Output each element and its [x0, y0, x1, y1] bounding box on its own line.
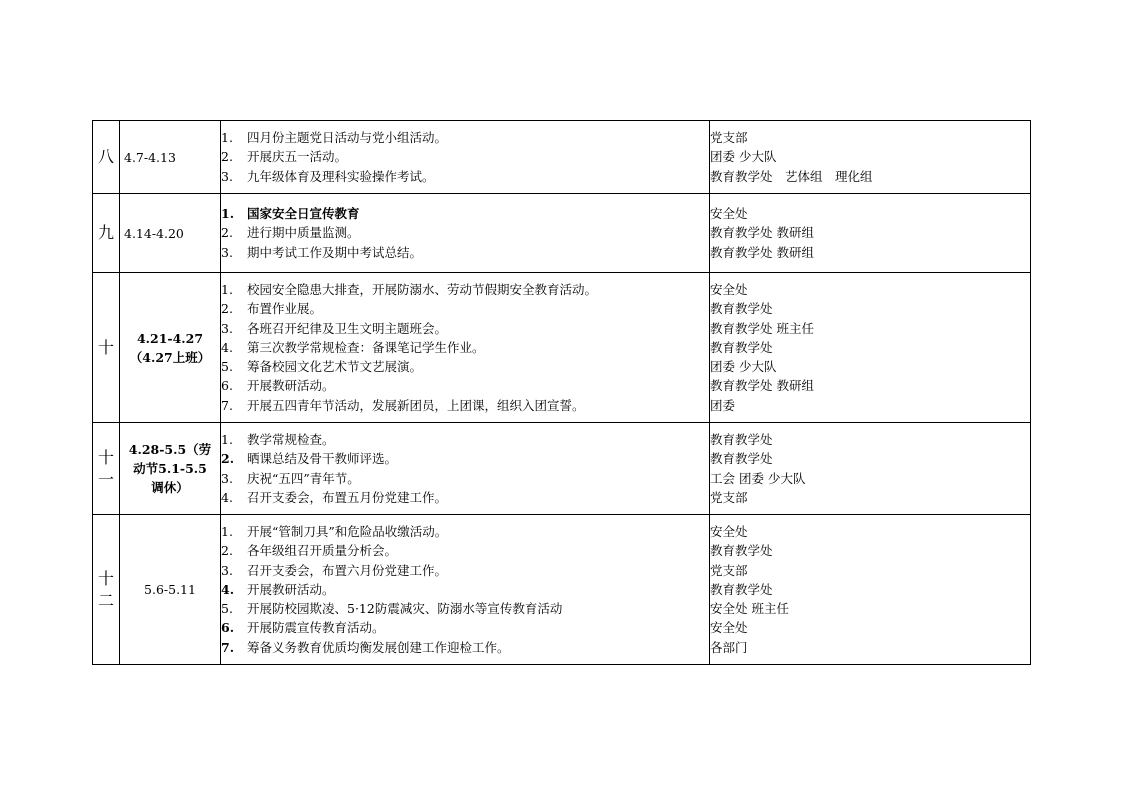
item-text: 庆祝“五四”青年节。 — [247, 470, 360, 486]
item-text: 国家安全日宣传教育 — [247, 206, 360, 222]
item-text: 进行期中质量监测。 — [247, 225, 360, 241]
list-item — [221, 280, 709, 299]
item-number: 3. — [221, 320, 233, 336]
item-number: 3. — [221, 168, 233, 184]
item-text: 各班召开纪律及卫生文明主题班会。 — [247, 320, 448, 336]
list-item — [221, 396, 709, 415]
department-line: 安全处 — [710, 282, 748, 298]
week-char: 一 — [97, 469, 114, 489]
list-item — [221, 147, 709, 166]
item-text: 筹备校园文化艺术节文艺展演。 — [247, 359, 423, 375]
item-number: 2. — [221, 543, 233, 559]
table-row — [93, 423, 1031, 515]
department-line: 党支部 — [710, 130, 748, 146]
item-text: 开展庆五一活动。 — [247, 149, 348, 165]
item-text: 筹备义务教育优质均衡发展创建工作迎检工作。 — [247, 639, 510, 655]
item-text: 开展“管制刀具”和危险品收缴活动。 — [247, 524, 448, 540]
department-line: 教育教学处 教研组 — [710, 378, 814, 394]
item-number: 6. — [221, 620, 235, 636]
date-cell — [120, 423, 221, 515]
item-text: 各年级组召开质量分析会。 — [247, 543, 398, 559]
list-item — [221, 618, 709, 637]
item-text: 开展教研活动。 — [247, 581, 335, 597]
department-line: 教育教学处 艺体组 理化组 — [710, 168, 873, 184]
list-item — [221, 357, 709, 376]
date-line: 4.7-4.13 — [124, 149, 176, 165]
item-number: 2. — [221, 225, 233, 241]
department-line: 安全处 — [710, 620, 748, 636]
item-number: 2. — [221, 451, 235, 467]
item-text: 召开支委会，布置五月份党建工作。 — [247, 489, 448, 505]
list-item — [221, 204, 709, 223]
schedule-table — [92, 120, 1031, 665]
department-cell — [710, 515, 1031, 665]
date-cell — [120, 273, 221, 423]
week-cell — [93, 194, 120, 273]
list-item — [221, 338, 709, 357]
list-item — [221, 128, 709, 147]
activities-cell — [221, 194, 710, 273]
list-item — [221, 580, 709, 599]
list-item — [221, 299, 709, 318]
date-line: （4.27上班） — [129, 349, 211, 365]
activities-cell — [221, 515, 710, 665]
item-number: 1. — [221, 524, 233, 540]
item-number: 4. — [221, 581, 235, 597]
item-text: 四月份主题党日活动与党小组活动。 — [247, 130, 448, 146]
date-line: 4.14-4.20 — [124, 225, 184, 241]
department-line: 安全处 — [710, 206, 748, 222]
item-number: 3. — [221, 562, 233, 578]
department-line: 团委 少大队 — [710, 359, 777, 375]
week-cell — [93, 273, 120, 423]
department-line: 教育教学处 教研组 — [710, 225, 814, 241]
item-number: 6. — [221, 378, 233, 394]
item-text: 九年级体育及理科实验操作考试。 — [247, 168, 435, 184]
table-row — [93, 273, 1031, 423]
department-line: 工会 团委 少大队 — [710, 470, 806, 486]
item-text: 开展教研活动。 — [247, 378, 335, 394]
department-line: 教育教学处 — [710, 543, 773, 559]
list-item — [221, 638, 709, 657]
item-number: 3. — [221, 244, 233, 260]
item-number: 1. — [221, 282, 233, 298]
date-cell — [120, 194, 221, 273]
week-char: 二 — [97, 590, 114, 610]
department-line: 安全处 班主任 — [710, 601, 789, 617]
department-line: 安全处 — [710, 524, 748, 540]
week-char: 十 — [97, 337, 114, 357]
department-line: 各部门 — [710, 639, 748, 655]
date-line: 5.6-5.11 — [144, 582, 196, 597]
table-row — [93, 121, 1031, 194]
list-item — [221, 223, 709, 242]
list-item — [221, 522, 709, 541]
list-item — [221, 449, 709, 468]
week-cell — [93, 515, 120, 665]
item-text: 开展防校园欺凌、5·12防震减灾、防溺水等宣传教育活动 — [247, 601, 563, 617]
date-cell — [120, 121, 221, 194]
item-text: 开展五四青年节活动，发展新团员，上团课，组织入团宣誓。 — [247, 397, 585, 413]
week-char: 九 — [97, 223, 114, 242]
date-line: 4.28-5.5（劳 — [128, 442, 212, 457]
item-number: 7. — [221, 639, 235, 655]
activities-cell — [221, 423, 710, 515]
item-number: 1. — [221, 130, 233, 146]
list-item — [221, 243, 709, 262]
department-line: 教育教学处 — [710, 339, 773, 355]
list-item — [221, 430, 709, 449]
item-number: 3. — [221, 470, 233, 486]
item-text: 召开支委会，布置六月份党建工作。 — [247, 562, 448, 578]
item-text: 期中考试工作及期中考试总结。 — [247, 244, 423, 260]
list-item — [221, 541, 709, 560]
item-text: 教学常规检查。 — [247, 432, 335, 448]
department-cell — [710, 121, 1031, 194]
item-number: 2. — [221, 149, 233, 165]
week-char: 八 — [97, 147, 114, 166]
item-number: 1. — [221, 206, 235, 222]
item-text: 开展防震宣传教育活动。 — [247, 620, 385, 636]
item-number: 5. — [221, 601, 233, 617]
activities-cell — [221, 273, 710, 423]
department-cell — [710, 273, 1031, 423]
week-cell — [93, 423, 120, 515]
date-line: 4.21-4.27 — [136, 330, 204, 346]
date-line: 调休） — [151, 480, 189, 495]
item-number: 4. — [221, 489, 233, 505]
week-char: 十 — [97, 568, 114, 588]
department-line: 团委 — [710, 397, 736, 413]
department-line: 党支部 — [710, 489, 748, 505]
department-line: 教育教学处 — [710, 581, 773, 597]
list-item — [221, 488, 709, 507]
department-cell — [710, 423, 1031, 515]
date-line: 动节5.1-5.5 — [133, 461, 207, 476]
date-cell — [120, 515, 221, 665]
list-item — [221, 376, 709, 395]
week-cell — [93, 121, 120, 194]
department-cell — [710, 194, 1031, 273]
item-number: 5. — [221, 359, 233, 375]
department-line: 教育教学处 — [710, 301, 773, 317]
department-line: 教育教学处 班主任 — [710, 320, 814, 336]
table-row — [93, 515, 1031, 665]
department-line: 党支部 — [710, 562, 748, 578]
department-line: 教育教学处 教研组 — [710, 244, 814, 260]
item-number: 2. — [221, 301, 233, 317]
list-item — [221, 319, 709, 338]
schedule-body — [93, 121, 1031, 665]
activities-cell — [221, 121, 710, 194]
table-row — [93, 194, 1031, 273]
item-text: 布置作业展。 — [247, 301, 323, 317]
item-text: 校园安全隐患大排查，开展防溺水、劳动节假期安全教育活动。 — [247, 282, 598, 298]
item-text: 第三次教学常规检查：备课笔记学生作业。 — [247, 339, 485, 355]
department-line: 教育教学处 — [710, 432, 773, 448]
list-item — [221, 561, 709, 580]
item-number: 4. — [221, 339, 233, 355]
list-item — [221, 599, 709, 618]
department-line: 团委 少大队 — [710, 149, 777, 165]
item-text: 晒课总结及骨干教师评选。 — [247, 451, 398, 467]
list-item — [221, 167, 709, 186]
list-item — [221, 469, 709, 488]
department-line: 教育教学处 — [710, 451, 773, 467]
week-char: 十 — [97, 447, 114, 467]
item-number: 7. — [221, 397, 233, 413]
item-number: 1. — [221, 432, 233, 448]
